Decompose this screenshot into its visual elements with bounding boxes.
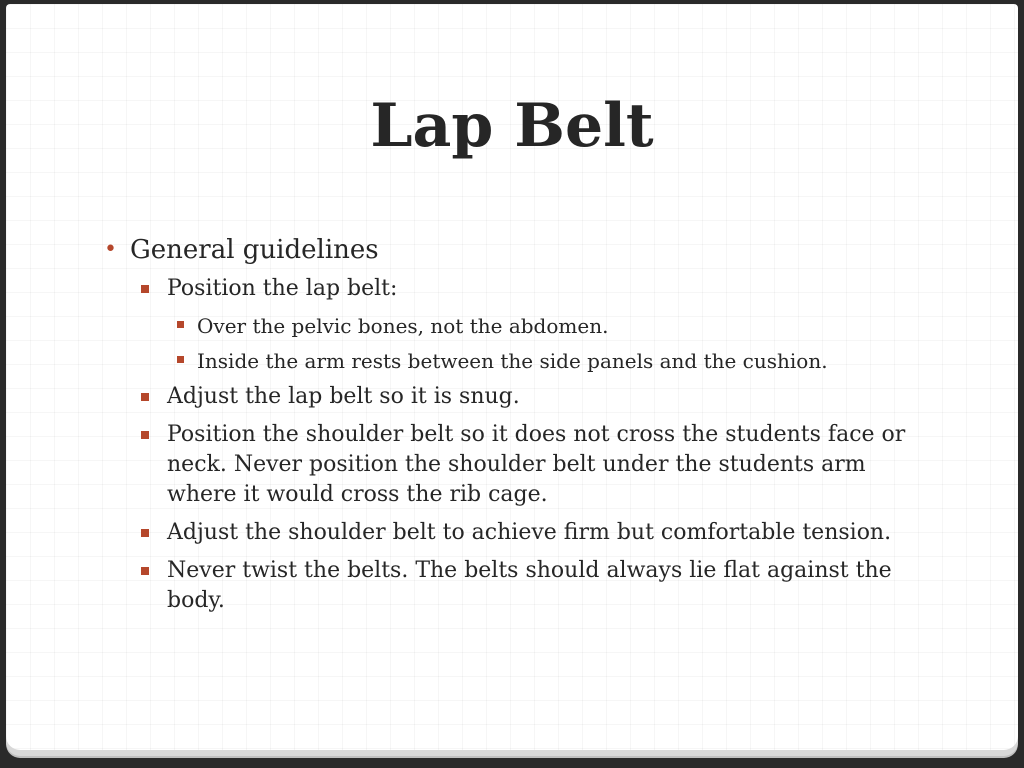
bullet-adjust-shoulder-belt — [141, 518, 924, 548]
bullet-text: Adjust the lap belt so it is snug. — [167, 384, 520, 409]
bullet-text: Position the shoulder belt so it does not cross the students face or neck. Never position the shoulder belt under the students arm where it would cross the rib cage. — [167, 422, 906, 507]
round-bullet-icon: • — [104, 237, 117, 262]
bullet-never-twist — [141, 556, 924, 616]
bullet-position-lap-belt — [141, 274, 924, 304]
square-bullet-icon — [177, 356, 184, 363]
square-bullet-icon — [141, 529, 149, 537]
bullet-text: General guidelines — [130, 235, 379, 265]
slide-content — [104, 234, 924, 624]
bullet-text: Inside the arm rests between the side panels and the cushion. — [197, 349, 828, 373]
square-bullet-icon — [141, 567, 149, 575]
square-bullet-icon — [141, 285, 149, 293]
bullet-text: Position the lap belt: — [167, 276, 398, 301]
square-bullet-icon — [141, 393, 149, 401]
bullet-text: Never twist the belts. The belts should always lie flat against the body. — [167, 558, 892, 613]
bullet-general-guidelines — [104, 234, 924, 266]
bullet-text: Adjust the shoulder belt to achieve firm but comfortable tension. — [167, 520, 892, 545]
bullet-text: Over the pelvic bones, not the abdomen. — [197, 314, 609, 338]
bullet-adjust-lap-belt — [141, 382, 924, 412]
bullet-position-shoulder-belt — [141, 420, 924, 510]
bullet-arm-rests — [177, 347, 924, 375]
square-bullet-icon — [141, 431, 149, 439]
bullet-pelvic-bones — [177, 312, 924, 340]
slide-title: Lap Belt — [370, 91, 654, 161]
square-bullet-icon — [177, 321, 184, 328]
